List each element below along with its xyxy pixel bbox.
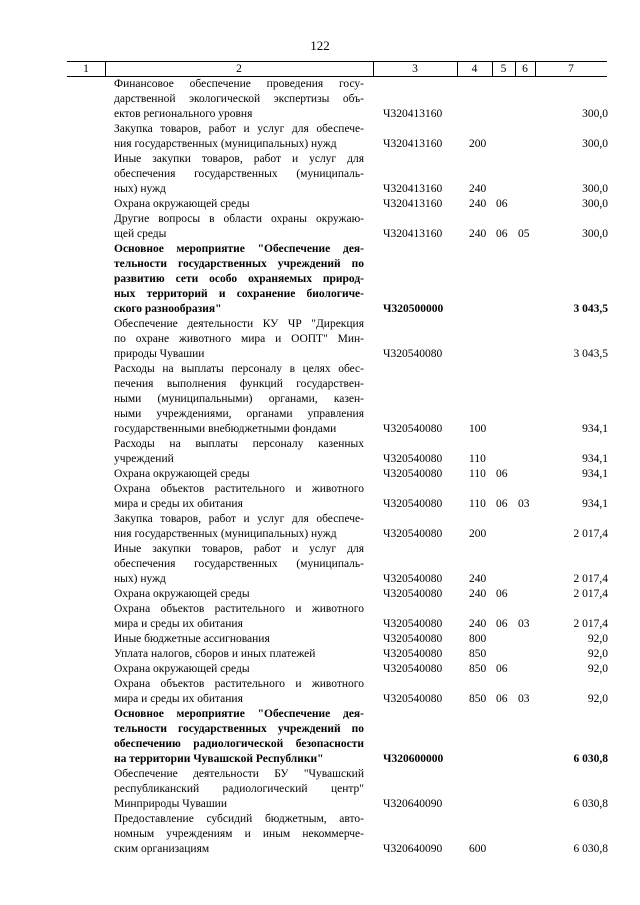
- description-line: дарственной экологической экспертизы объ-: [114, 93, 364, 105]
- table-row: [0, 152, 640, 197]
- row-description: [114, 197, 364, 212]
- description-line: Основное мероприятие "Обеспечение дея-: [114, 243, 364, 255]
- amount: 3 043,5: [573, 303, 608, 315]
- description-line: Иные закупки товаров, работ и услуг для: [114, 153, 364, 165]
- target-article-code: Ч320540080: [383, 573, 443, 585]
- row-description: [114, 812, 364, 857]
- target-article-code: Ч320640090: [383, 798, 443, 810]
- row-description: [114, 662, 364, 677]
- section-code: 06: [496, 588, 508, 600]
- row-description: [114, 467, 364, 482]
- page-number: 122: [310, 38, 330, 53]
- expense-type-code: 600: [469, 843, 487, 855]
- target-article-code: Ч320540080: [383, 693, 443, 705]
- table-row: [0, 677, 640, 707]
- section-code: 06: [496, 663, 508, 675]
- description-line: тельности государственных учреждений по: [114, 258, 364, 270]
- row-description: [114, 512, 364, 542]
- target-article-code: Ч320540080: [383, 348, 443, 360]
- amount: 300,0: [582, 138, 608, 150]
- description-line: ектов регионального уровня: [114, 108, 253, 120]
- table-row: [0, 812, 640, 857]
- budget-table-body: [0, 77, 640, 857]
- row-description: [114, 677, 364, 707]
- expense-type-code: 850: [469, 693, 487, 705]
- target-article-code: Ч320540080: [383, 633, 443, 645]
- amount: 3 043,5: [573, 348, 608, 360]
- expense-type-code: 240: [469, 198, 487, 210]
- description-line: ского разнообразия": [114, 303, 222, 315]
- row-description: [114, 152, 364, 197]
- row-description: [114, 317, 364, 362]
- target-article-code: Ч320540080: [383, 468, 443, 480]
- description-line: Другие вопросы в области охраны окружаю-: [114, 213, 364, 225]
- description-line: мира и среды их обитания: [114, 498, 243, 510]
- description-line: Охрана окружающей среды: [114, 588, 250, 600]
- description-line: ных территорий и сохранение биологиче-: [114, 288, 364, 300]
- target-article-code: Ч320413160: [383, 198, 443, 210]
- description-line: щей среды: [114, 228, 167, 240]
- column-header-3: 3: [412, 63, 418, 75]
- amount: 934,1: [582, 453, 608, 465]
- target-article-code: Ч320640090: [383, 843, 443, 855]
- table-row: [0, 647, 640, 662]
- amount: 300,0: [582, 183, 608, 195]
- expense-type-code: 240: [469, 228, 487, 240]
- column-header-7: 7: [568, 63, 574, 75]
- target-article-code: Ч320540080: [383, 528, 443, 540]
- description-line: Охрана окружающей среды: [114, 663, 250, 675]
- amount: 934,1: [582, 468, 608, 480]
- expense-type-code: 850: [469, 648, 487, 660]
- table-row: [0, 662, 640, 677]
- expense-type-code: 850: [469, 663, 487, 675]
- description-line: обеспечения государственных (муниципаль-: [114, 168, 364, 180]
- description-line: по охране животного мира и ООПТ" Мин-: [114, 333, 364, 345]
- column-header-1: 1: [83, 63, 89, 75]
- section-code: 06: [496, 693, 508, 705]
- description-line: Закупка товаров, работ и услуг для обеспече-: [114, 123, 364, 135]
- row-description: [114, 212, 364, 242]
- expense-type-code: 240: [469, 588, 487, 600]
- table-row: [0, 362, 640, 437]
- amount: 6 030,8: [573, 843, 608, 855]
- description-line: Расходы на выплаты персоналу в целях обес-: [114, 363, 364, 375]
- description-line: номным учреждениям и иным некоммерче-: [114, 828, 364, 840]
- row-description: [114, 77, 364, 122]
- description-line: государственными внебюджетными фондами: [114, 423, 337, 435]
- description-line: Предоставление субсидий бюджетным, авто-: [114, 813, 364, 825]
- column-header-4: 4: [471, 63, 478, 75]
- section-code: 06: [496, 198, 508, 210]
- description-line: Охрана окружающей среды: [114, 468, 250, 480]
- description-line: Закупка товаров, работ и услуг для обеспече-: [114, 513, 364, 525]
- description-line: ния государственных (муниципальных) нужд: [114, 528, 337, 540]
- expense-type-code: 800: [469, 633, 487, 645]
- description-line: Охрана объектов растительного и животного: [114, 483, 364, 495]
- section-code: 06: [496, 228, 508, 240]
- expense-type-code: 200: [469, 138, 487, 150]
- expense-type-code: 200: [469, 528, 487, 540]
- description-line: мира и среды их обитания: [114, 618, 243, 630]
- description-line: ния государственных (муниципальных) нужд: [114, 138, 337, 150]
- table-row: [0, 707, 640, 767]
- amount: 6 030,8: [573, 753, 608, 765]
- expense-type-code: 240: [469, 618, 487, 630]
- description-line: Обеспечение деятельности КУ ЧР "Дирекция: [114, 318, 364, 330]
- description-line: Охрана окружающей среды: [114, 198, 250, 210]
- section-code: 06: [496, 468, 508, 480]
- table-row: [0, 122, 640, 152]
- description-line: Охрана объектов растительного и животного: [114, 603, 364, 615]
- amount: 934,1: [582, 423, 608, 435]
- description-line: развитию сети особо охраняемых природ-: [114, 273, 364, 285]
- row-description: [114, 542, 364, 587]
- description-line: тельности государственных учреждений по: [114, 723, 364, 735]
- expense-type-code: 240: [469, 573, 487, 585]
- description-line: Иные бюджетные ассигнования: [114, 633, 270, 645]
- target-article-code: Ч320500000: [383, 303, 444, 315]
- expense-type-code: 110: [469, 453, 486, 465]
- target-article-code: Ч320600000: [383, 753, 444, 765]
- table-row: [0, 77, 640, 122]
- section-code: 06: [496, 618, 508, 630]
- row-description: [114, 362, 364, 437]
- table-row: [0, 542, 640, 587]
- description-line: обеспечению радиологической безопасности: [114, 738, 364, 750]
- amount: 92,0: [587, 693, 608, 705]
- description-line: мира и среды их обитания: [114, 693, 243, 705]
- target-article-code: Ч320413160: [383, 108, 443, 120]
- column-header-5: 5: [500, 63, 507, 75]
- row-description: [114, 602, 364, 632]
- table-row: [0, 197, 640, 212]
- subsection-code: 03: [518, 693, 530, 705]
- description-line: Иные закупки товаров, работ и услуг для: [114, 543, 364, 555]
- amount: 2 017,4: [573, 573, 608, 585]
- description-line: Минприроды Чувашии: [114, 798, 227, 810]
- row-description: [114, 587, 364, 602]
- target-article-code: Ч320413160: [383, 228, 443, 240]
- expense-type-code: 110: [469, 468, 486, 480]
- amount: 92,0: [587, 663, 608, 675]
- table-row: [0, 482, 640, 512]
- table-row: [0, 632, 640, 647]
- target-article-code: Ч320540080: [383, 618, 443, 630]
- description-line: ных) нужд: [114, 573, 166, 585]
- description-line: Охрана объектов растительного и животного: [114, 678, 364, 690]
- table-row: [0, 587, 640, 602]
- expense-type-code: 100: [469, 423, 487, 435]
- table-row: [0, 467, 640, 482]
- amount: 2 017,4: [573, 528, 608, 540]
- subsection-code: 03: [518, 498, 530, 510]
- section-code: 06: [496, 498, 508, 510]
- row-description: [114, 707, 364, 767]
- amount: 300,0: [582, 228, 608, 240]
- description-line: ными (муниципальными) органами, казен-: [114, 393, 364, 405]
- column-header-6: 6: [522, 63, 528, 75]
- table-row: [0, 437, 640, 467]
- row-description: [114, 122, 364, 152]
- target-article-code: Ч320540080: [383, 663, 443, 675]
- table-row: [0, 512, 640, 542]
- target-article-code: Ч320413160: [383, 138, 443, 150]
- table-row: [0, 317, 640, 362]
- description-line: на территории Чувашской Республики": [114, 753, 324, 765]
- table-row: [0, 767, 640, 812]
- target-article-code: Ч320413160: [383, 183, 443, 195]
- expense-type-code: 240: [469, 183, 487, 195]
- column-header-2: 2: [236, 63, 242, 75]
- row-description: [114, 632, 364, 647]
- table-row: [0, 212, 640, 242]
- target-article-code: Ч320540080: [383, 648, 443, 660]
- amount: 92,0: [587, 648, 608, 660]
- amount: 2 017,4: [573, 588, 608, 600]
- amount: 2 017,4: [573, 618, 608, 630]
- row-description: [114, 767, 364, 812]
- table-row: [0, 242, 640, 317]
- description-line: ными учреждениями, органами управления: [114, 408, 364, 420]
- subsection-code: 03: [518, 618, 530, 630]
- row-description: [114, 482, 364, 512]
- description-line: обеспечения государственных (муниципаль-: [114, 558, 364, 570]
- description-line: республиканский радиологический центр": [114, 783, 364, 795]
- target-article-code: Ч320540080: [383, 453, 443, 465]
- row-description: [114, 647, 364, 662]
- row-description: [114, 437, 364, 467]
- description-line: Основное мероприятие "Обеспечение дея-: [114, 708, 364, 720]
- description-line: Обеспечение деятельности БУ "Чувашский: [114, 768, 364, 780]
- description-line: печения выполнения функций государствен-: [114, 378, 364, 390]
- expense-type-code: 110: [469, 498, 486, 510]
- description-line: Расходы на выплаты персоналу казенных: [114, 438, 364, 450]
- target-article-code: Ч320540080: [383, 498, 443, 510]
- description-line: учреждений: [114, 453, 174, 465]
- description-line: Финансовое обеспечение проведения госу-: [114, 78, 364, 90]
- table-header: [67, 61, 607, 77]
- description-line: ским организациям: [114, 843, 210, 855]
- amount: 6 030,8: [573, 798, 608, 810]
- description-line: ных) нужд: [114, 183, 166, 195]
- subsection-code: 05: [518, 228, 530, 240]
- target-article-code: Ч320540080: [383, 423, 443, 435]
- amount: 934,1: [582, 498, 608, 510]
- table-row: [0, 602, 640, 632]
- description-line: Уплата налогов, сборов и иных платежей: [114, 648, 316, 660]
- amount: 300,0: [582, 108, 608, 120]
- description-line: природы Чувашии: [114, 348, 205, 360]
- amount: 300,0: [582, 198, 608, 210]
- amount: 92,0: [587, 633, 608, 645]
- target-article-code: Ч320540080: [383, 588, 443, 600]
- row-description: [114, 242, 364, 317]
